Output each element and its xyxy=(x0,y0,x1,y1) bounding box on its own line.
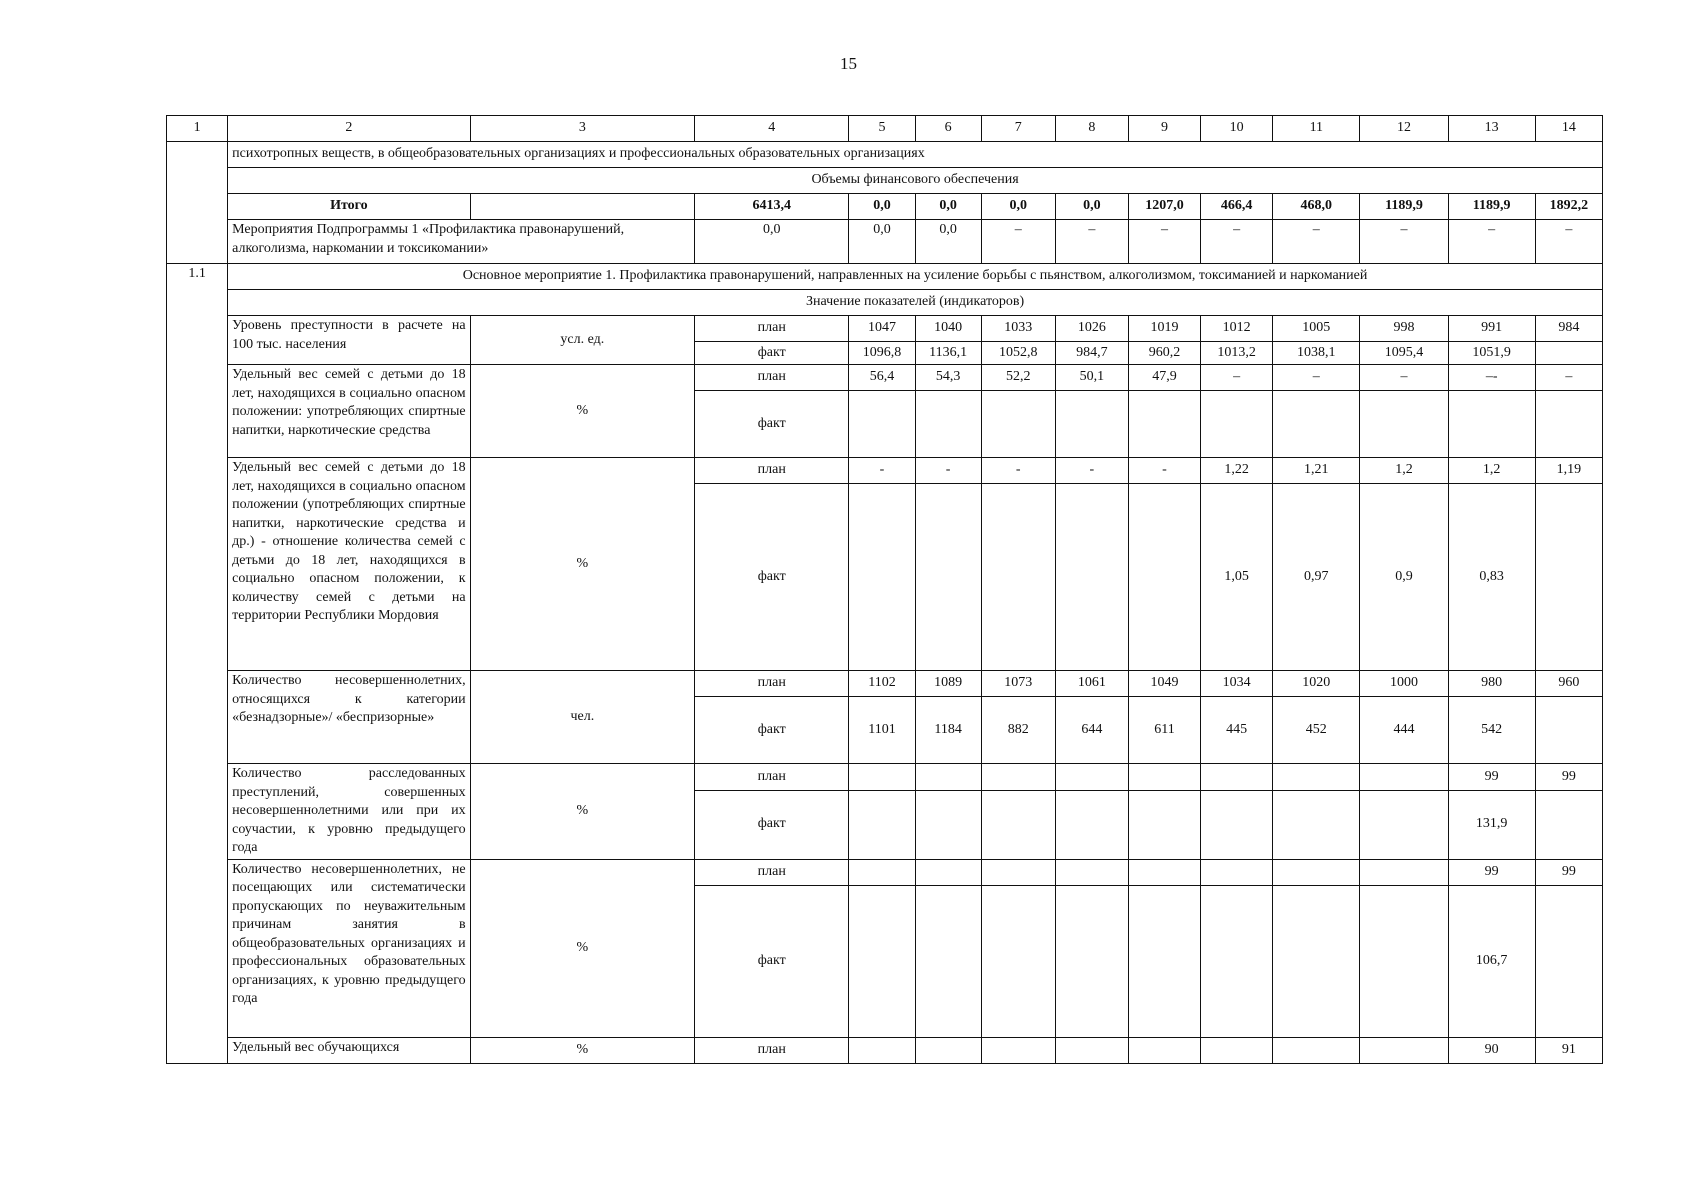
plan-value xyxy=(1360,764,1448,791)
plan-label: план xyxy=(695,859,849,885)
section-row xyxy=(167,264,1603,290)
indicator-unit: % xyxy=(470,859,694,1037)
plan-value: - xyxy=(981,458,1055,484)
header-cell: 2 xyxy=(228,116,471,142)
plan-value xyxy=(1201,1037,1273,1063)
fact-value xyxy=(915,885,981,1037)
fact-value: 1096,8 xyxy=(849,342,915,365)
indicator-plan-row xyxy=(167,365,1603,391)
plan-value: 99 xyxy=(1448,764,1535,791)
plan-value xyxy=(915,1037,981,1063)
plan-value: 1089 xyxy=(915,671,981,697)
fact-value xyxy=(1273,790,1360,859)
fact-value xyxy=(981,391,1055,458)
plan-value xyxy=(1201,764,1273,791)
fact-value xyxy=(981,885,1055,1037)
header-cell: 8 xyxy=(1055,116,1128,142)
fact-value xyxy=(1535,885,1602,1037)
plan-value xyxy=(849,859,915,885)
measures-row xyxy=(167,220,1603,264)
fact-label: факт xyxy=(695,484,849,671)
page-number: 15 xyxy=(840,54,857,73)
fact-value xyxy=(981,790,1055,859)
fact-value xyxy=(1535,484,1602,671)
fact-value: 1051,9 xyxy=(1448,342,1535,365)
fact-value xyxy=(1535,790,1602,859)
fact-value xyxy=(915,484,981,671)
fact-value: 882 xyxy=(981,697,1055,764)
indicator-unit: % xyxy=(470,458,694,671)
plan-value: 1005 xyxy=(1273,316,1360,342)
fact-value xyxy=(1055,391,1128,458)
measures-value: – xyxy=(1360,220,1448,264)
indicator-name: Количество несовершеннолетних, относящихся к категории «безнадзорные»/ «беспризорные» xyxy=(228,671,471,764)
plan-value: - xyxy=(1128,458,1200,484)
fact-value: 542 xyxy=(1448,697,1535,764)
fact-value xyxy=(849,391,915,458)
measures-value: – xyxy=(1448,220,1535,264)
fact-value xyxy=(1201,391,1273,458)
indicator-name: Удельный вес семей с детьми до 18 лет, находящихся в социально опасном положении (употребляющих спиртные напитки, наркотические средства и др.) - отношение количества семей с детьми до 18 лет, находящихся в социально опасном положении, к количеству семей с детьми на территории Республики Мордовия xyxy=(228,458,471,671)
plan-label: план xyxy=(695,1037,849,1063)
total-value: 1189,9 xyxy=(1448,194,1535,220)
plan-value: 1049 xyxy=(1128,671,1200,697)
total-value: 6413,4 xyxy=(695,194,849,220)
plan-value: 1102 xyxy=(849,671,915,697)
fact-value xyxy=(1128,391,1200,458)
fact-value: 1095,4 xyxy=(1360,342,1448,365)
fact-value xyxy=(1201,790,1273,859)
plan-value: - xyxy=(915,458,981,484)
continuation-row xyxy=(167,142,1603,168)
fact-value xyxy=(1360,391,1448,458)
fact-value xyxy=(1360,885,1448,1037)
plan-value: 47,9 xyxy=(1128,365,1200,391)
plan-value xyxy=(849,764,915,791)
plan-value: 1033 xyxy=(981,316,1055,342)
fact-value: 960,2 xyxy=(1128,342,1200,365)
fact-value: 984,7 xyxy=(1055,342,1128,365)
fact-value xyxy=(981,484,1055,671)
indicator-plan-row xyxy=(167,316,1603,342)
fact-value xyxy=(1201,885,1273,1037)
header-row xyxy=(167,116,1603,142)
plan-value xyxy=(1055,1037,1128,1063)
fact-value xyxy=(915,391,981,458)
fact-value xyxy=(1055,790,1128,859)
fact-value xyxy=(849,484,915,671)
indicator-name: Количество расследованных преступлений, совершенных несовершеннолетними или при их соучастии, к уровню предыдущего года xyxy=(228,764,471,860)
plan-value xyxy=(1128,1037,1200,1063)
plan-value xyxy=(1360,859,1448,885)
plan-value: – xyxy=(1360,365,1448,391)
plan-value xyxy=(1055,859,1128,885)
indicator-unit: усл. ед. xyxy=(470,316,694,365)
fact-value: 444 xyxy=(1360,697,1448,764)
plan-value: 1061 xyxy=(1055,671,1128,697)
indicator-unit: % xyxy=(470,764,694,860)
fact-label: факт xyxy=(695,790,849,859)
header-cell: 10 xyxy=(1201,116,1273,142)
indicator-name: Удельный вес обучающихся xyxy=(228,1037,471,1063)
fact-value: 1013,2 xyxy=(1201,342,1273,365)
header-cell: 12 xyxy=(1360,116,1448,142)
fact-value: 1052,8 xyxy=(981,342,1055,365)
fact-value: 106,7 xyxy=(1448,885,1535,1037)
fact-value xyxy=(1273,885,1360,1037)
plan-value: – xyxy=(1535,365,1602,391)
indicator-plan-row xyxy=(167,1037,1603,1063)
plan-value xyxy=(1273,1037,1360,1063)
plan-value: 1,19 xyxy=(1535,458,1602,484)
fact-value xyxy=(1273,391,1360,458)
indicators-heading-row xyxy=(167,290,1603,316)
fact-value: 1184 xyxy=(915,697,981,764)
plan-value: 960 xyxy=(1535,671,1602,697)
plan-value: 56,4 xyxy=(849,365,915,391)
plan-value: 1019 xyxy=(1128,316,1200,342)
indicator-unit: чел. xyxy=(470,671,694,764)
plan-value: 1000 xyxy=(1360,671,1448,697)
fact-value xyxy=(1360,790,1448,859)
total-label: Итого xyxy=(228,194,471,220)
plan-value: 1020 xyxy=(1273,671,1360,697)
header-cell: 6 xyxy=(915,116,981,142)
plan-value xyxy=(1273,859,1360,885)
fact-value: 1136,1 xyxy=(915,342,981,365)
fact-value: 445 xyxy=(1201,697,1273,764)
plan-value: 1047 xyxy=(849,316,915,342)
financing-heading-row xyxy=(167,168,1603,194)
indicator-unit: % xyxy=(470,1037,694,1063)
fact-value xyxy=(849,885,915,1037)
plan-label: план xyxy=(695,671,849,697)
plan-value xyxy=(981,1037,1055,1063)
plan-value: - xyxy=(1055,458,1128,484)
fact-value xyxy=(1535,391,1602,458)
plan-value xyxy=(915,764,981,791)
indicator-plan-row xyxy=(167,458,1603,484)
plan-value: 1,2 xyxy=(1360,458,1448,484)
total-value: 0,0 xyxy=(849,194,915,220)
fact-value xyxy=(1448,391,1535,458)
measures-value: – xyxy=(981,220,1055,264)
plan-value: 1040 xyxy=(915,316,981,342)
plan-value: 1,21 xyxy=(1273,458,1360,484)
measures-value: – xyxy=(1128,220,1200,264)
total-value: 466,4 xyxy=(1201,194,1273,220)
fact-value xyxy=(1128,790,1200,859)
financing-heading: Объемы финансового обеспечения xyxy=(228,168,1603,194)
plan-value: 91 xyxy=(1535,1037,1602,1063)
plan-value: 99 xyxy=(1535,859,1602,885)
total-value: 0,0 xyxy=(1055,194,1128,220)
measures-value: 0,0 xyxy=(849,220,915,264)
fact-value xyxy=(1055,484,1128,671)
plan-value: 1012 xyxy=(1201,316,1273,342)
indicator-unit: % xyxy=(470,365,694,458)
plan-value: 1034 xyxy=(1201,671,1273,697)
plan-label: план xyxy=(695,365,849,391)
indicator-name: Удельный вес семей с детьми до 18 лет, находящихся в социально опасном положении: употребляющих спиртные напитки, наркотические средства xyxy=(228,365,471,458)
fact-value xyxy=(1055,885,1128,1037)
fact-value: 131,9 xyxy=(1448,790,1535,859)
total-value: 0,0 xyxy=(915,194,981,220)
section-title: Основное мероприятие 1. Профилактика правонарушений, направленных на усиление борьбы с пьянством, алкоголизмом, токсиманией и наркоманией xyxy=(228,264,1603,290)
plan-value: 54,3 xyxy=(915,365,981,391)
plan-value xyxy=(1360,1037,1448,1063)
section-number: 1.1 xyxy=(167,264,228,1064)
fact-value xyxy=(849,790,915,859)
plan-value: 980 xyxy=(1448,671,1535,697)
fact-value xyxy=(915,790,981,859)
plan-value xyxy=(1273,764,1360,791)
fact-value: 644 xyxy=(1055,697,1128,764)
plan-value xyxy=(1201,859,1273,885)
plan-value: 984 xyxy=(1535,316,1602,342)
plan-value xyxy=(915,859,981,885)
measures-value: – xyxy=(1535,220,1602,264)
indicator-name: Количество несовершеннолетних, не посещающих или систематически пропускающих по неуважительным причинам занятия в общеобразовательных организациях и профессиональных образовательных организациях, к уровню предыдущего года xyxy=(228,859,471,1037)
measures-value: – xyxy=(1273,220,1360,264)
plan-value xyxy=(849,1037,915,1063)
indicator-name: Уровень преступности в расчете на 100 тыс. населения xyxy=(228,316,471,365)
fact-value: 452 xyxy=(1273,697,1360,764)
total-value: 1207,0 xyxy=(1128,194,1200,220)
fact-value: 1,05 xyxy=(1201,484,1273,671)
total-row xyxy=(167,194,1603,220)
plan-value: 50,1 xyxy=(1055,365,1128,391)
plan-value: 99 xyxy=(1448,859,1535,885)
fact-label: факт xyxy=(695,697,849,764)
total-value: 468,0 xyxy=(1273,194,1360,220)
measures-value: – xyxy=(1201,220,1273,264)
empty-num-cell xyxy=(167,142,228,264)
header-cell: 1 xyxy=(167,116,228,142)
plan-value xyxy=(981,859,1055,885)
fact-value: 611 xyxy=(1128,697,1200,764)
fact-value: 0,97 xyxy=(1273,484,1360,671)
measures-value: 0,0 xyxy=(915,220,981,264)
fact-label: факт xyxy=(695,391,849,458)
header-cell: 13 xyxy=(1448,116,1535,142)
plan-value: 99 xyxy=(1535,764,1602,791)
plan-value: 1026 xyxy=(1055,316,1128,342)
indicator-plan-row xyxy=(167,764,1603,791)
measures-value: 0,0 xyxy=(695,220,849,264)
total-value: 1189,9 xyxy=(1360,194,1448,220)
plan-value: 1,2 xyxy=(1448,458,1535,484)
indicator-plan-row xyxy=(167,859,1603,885)
plan-label: план xyxy=(695,764,849,791)
total-empty xyxy=(470,194,694,220)
indicators-heading: Значение показателей (индикаторов) xyxy=(228,290,1603,316)
fact-value: 1101 xyxy=(849,697,915,764)
indicators-table xyxy=(166,115,1603,1064)
fact-value xyxy=(1535,697,1602,764)
fact-value: 0,9 xyxy=(1360,484,1448,671)
plan-value: 90 xyxy=(1448,1037,1535,1063)
plan-value xyxy=(1128,859,1200,885)
plan-value: –- xyxy=(1448,365,1535,391)
header-cell: 3 xyxy=(470,116,694,142)
continuation-text: психотропных веществ, в общеобразовательных организациях и профессиональных образовательных организациях xyxy=(228,142,1603,168)
plan-value xyxy=(1055,764,1128,791)
header-cell: 14 xyxy=(1535,116,1602,142)
plan-value xyxy=(1128,764,1200,791)
fact-value: 1038,1 xyxy=(1273,342,1360,365)
plan-value: – xyxy=(1273,365,1360,391)
measures-value: – xyxy=(1055,220,1128,264)
plan-value: - xyxy=(849,458,915,484)
indicator-plan-row xyxy=(167,671,1603,697)
fact-label: факт xyxy=(695,342,849,365)
plan-value: 52,2 xyxy=(981,365,1055,391)
plan-label: план xyxy=(695,316,849,342)
plan-value: 1073 xyxy=(981,671,1055,697)
fact-value xyxy=(1128,484,1200,671)
fact-value xyxy=(1128,885,1200,1037)
total-value: 0,0 xyxy=(981,194,1055,220)
plan-value: 991 xyxy=(1448,316,1535,342)
fact-value xyxy=(1535,342,1602,365)
fact-value: 0,83 xyxy=(1448,484,1535,671)
header-cell: 5 xyxy=(849,116,915,142)
plan-label: план xyxy=(695,458,849,484)
header-cell: 7 xyxy=(981,116,1055,142)
measures-label: Мероприятия Подпрограммы 1 «Профилактика правонарушений, алкоголизма, наркомании и токсикомании» xyxy=(228,220,695,264)
plan-value xyxy=(981,764,1055,791)
fact-label: факт xyxy=(695,885,849,1037)
header-cell: 9 xyxy=(1128,116,1200,142)
header-cell: 11 xyxy=(1273,116,1360,142)
plan-value: – xyxy=(1201,365,1273,391)
total-value: 1892,2 xyxy=(1535,194,1602,220)
plan-value: 1,22 xyxy=(1201,458,1273,484)
plan-value: 998 xyxy=(1360,316,1448,342)
header-cell: 4 xyxy=(695,116,849,142)
